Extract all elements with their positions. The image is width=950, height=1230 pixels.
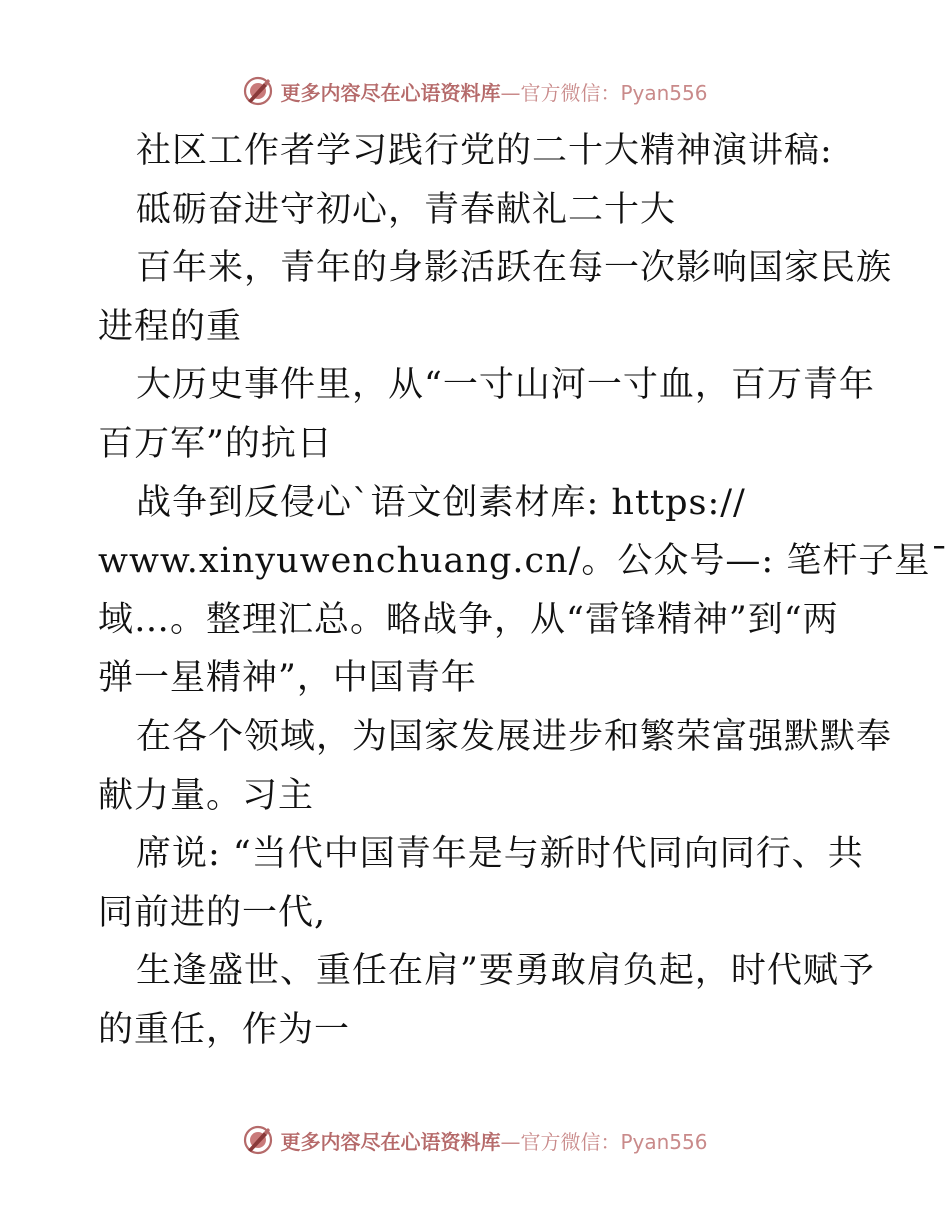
paragraph-line: 战争到反侵心`语文创素材库: https:// [136, 482, 746, 523]
paragraph-line: 百年来，青年的身影活跃在每一次影响国家民族 [136, 248, 893, 289]
header-banner [0, 71, 950, 111]
pen-seal-icon [242, 1124, 274, 1156]
banner-brand: 更多内容尽在心语资料库 [280, 80, 501, 105]
paragraph-line: 大历史事件里，从“一寸山河一寸血，百万青年 [136, 365, 875, 406]
pen-seal-icon [242, 75, 274, 107]
paragraph-line: 进程的重 [98, 306, 243, 347]
title-line-2: 砥砺奋进守初心，青春献礼二十大 [136, 189, 677, 230]
paragraph-line: www.xinyuwenchuang.cn/。公众号—: 笔杆子星¯ [98, 541, 949, 582]
paragraph-line: 席说: “当代中国青年是与新时代同向同行、共 [136, 834, 864, 875]
banner-text [280, 77, 707, 106]
document-body [98, 122, 949, 1060]
footer-banner [0, 1120, 950, 1160]
paragraph-line: 弹一星精神”，中国青年 [98, 658, 477, 699]
paragraph-line: 的重任，作为一 [98, 1009, 351, 1050]
title-line-1: 社区工作者学习践行党的二十大精神演讲稿: [136, 131, 833, 171]
paragraph-line: 域…。整理汇总。略战争，从“雷锋精神”到“两 [98, 599, 839, 640]
paragraph-line: 献力量。习主 [98, 775, 315, 816]
banner-brand: 更多内容尽在心语资料库 [280, 1129, 501, 1154]
paragraph-line: 生逢盛世、重任在肩”要勇敢肩负起，时代赋予 [136, 951, 875, 992]
paragraph-line: 在各个领域，为国家发展进步和繁荣富强默默奉 [136, 716, 893, 757]
banner-text [280, 1126, 707, 1155]
paragraph-line: 百万军”的抗日 [98, 423, 333, 464]
banner-official: —官方微信：Pyan556 [500, 80, 708, 105]
paragraph-line: 同前进的一代, [98, 892, 327, 933]
banner-official: —官方微信：Pyan556 [500, 1129, 708, 1154]
